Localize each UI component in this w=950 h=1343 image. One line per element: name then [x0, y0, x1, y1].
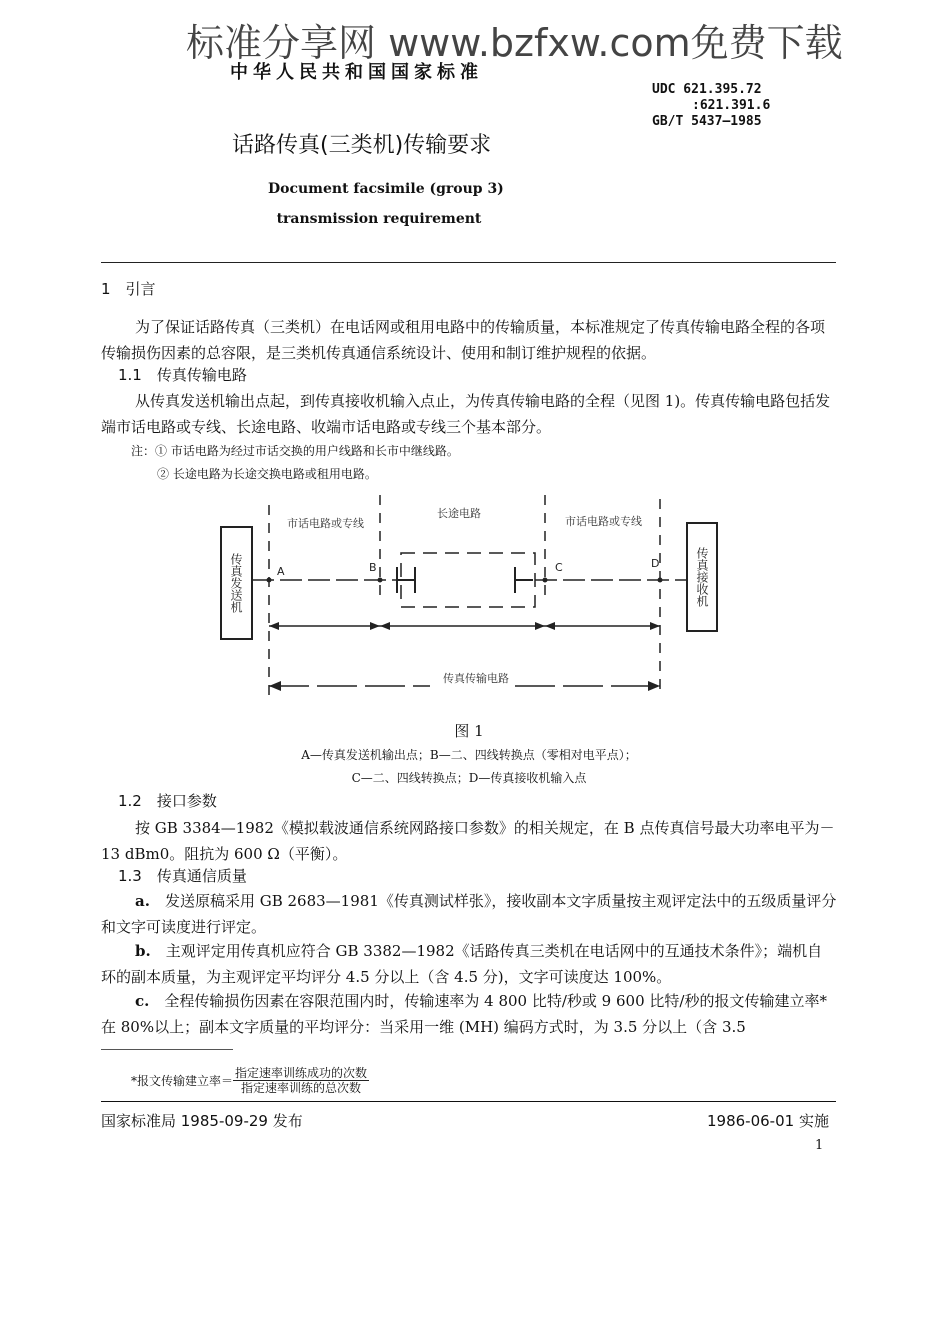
item-b-text: 主观评定用传真机应符合 GB 3382—1982《话路传真三类机在电话网中的互通技术条件》；端机自环的副本质量，为主观评定平均评分 4.5 分以上（含 4.5 分)，文字可读度达 100%。	[101, 942, 823, 986]
item-b-label: b.	[135, 942, 151, 960]
label-local-recv: 市话电路或专线	[565, 515, 642, 528]
point-a-mark	[267, 578, 272, 583]
label-total-circuit: 传真传输电路	[443, 672, 509, 685]
item-a-label: a.	[135, 892, 150, 910]
item-c-text: 全程传输损伤因素在容限范围内时，传输速率为 4 800 比特/秒或 9 600 比特/秒的报文传输建立率*在 80%以上；副本文字质量的平均评分：当采用一维 (MH) 编码方式时，为 3.5 分以上（含 3.5	[101, 992, 827, 1036]
item-a	[101, 888, 837, 940]
section-1-1-heading: 1.1 传真传输电路	[118, 366, 247, 384]
section-1-2-paragraph: 按 GB 3384—1982《模拟载波通信系统网路接口参数》的相关规定，在 B 点传真信号最大功率电平为－13 dBm0。阻抗为 600 Ω（平衡）。	[101, 819, 835, 863]
gb-code: GB/T 5437—1985	[652, 114, 762, 129]
receiver-label: 传真接收机	[695, 547, 709, 607]
page-number: 1	[815, 1138, 824, 1153]
segment-arrow-b-right	[380, 622, 390, 630]
footer-divider	[101, 1101, 836, 1102]
segment-arrow-b-left	[370, 622, 380, 630]
point-c-label: C	[555, 561, 563, 574]
segment-arrow-c-right	[545, 622, 555, 630]
footnote-label: *报文传输建立率＝	[131, 1074, 234, 1088]
udc-line-2: :621.391.6	[692, 98, 771, 113]
note-1: 注：① 市话电路为经过市话交换的用户线路和长市中继线路。	[131, 444, 459, 458]
figure-1-caption-1: A—传真发送机输出点；B—二、四线转换点（零相对电平点）；	[301, 748, 637, 762]
point-c-mark	[543, 578, 548, 583]
point-d-mark	[658, 578, 663, 583]
figure-1-caption-2: C—二、四线转换点；D—传真接收机输入点	[351, 771, 587, 785]
national-standard-label: 中华人民共和国国家标准	[230, 62, 483, 83]
footnote-denominator: 指定速率训练的总次数	[241, 1081, 362, 1095]
point-a-label: A	[277, 565, 285, 578]
footnote-numerator: 指定速率训练成功的次数	[235, 1066, 368, 1080]
section-1-3-heading: 1.3 传真通信质量	[118, 867, 247, 885]
issued-date: 国家标准局 1985-09-29 发布	[101, 1112, 303, 1130]
point-d-label: D	[651, 557, 660, 570]
item-c	[101, 988, 837, 1040]
section-1-heading: 1 引言	[101, 280, 156, 298]
note-2: ② 长途电路为长途交换电路或租用电路。	[157, 467, 377, 481]
udc-block	[652, 82, 770, 130]
title-english-line-1: Document facsimile (group 3)	[268, 181, 504, 197]
figure-1-diagram	[215, 485, 725, 700]
footnote-fraction	[233, 1066, 369, 1095]
section-1-2-heading: 1.2 接口参数	[118, 792, 217, 810]
item-b	[101, 938, 837, 990]
udc-line-1: UDC 621.395.72	[652, 82, 762, 97]
effective-date: 1986-06-01 实施	[707, 1112, 829, 1130]
title-chinese: 话路传真(三类机)传输要求	[232, 133, 492, 158]
label-long-distance: 长途电路	[437, 507, 481, 520]
item-a-text: 发送原稿采用 GB 2683—1981《传真测试样张》，接收副本文字质量按主观评定法中的五级质量评分和文字可读度进行评定。	[101, 892, 837, 936]
sender-label: 传真发送机	[229, 553, 243, 613]
footnote-divider	[101, 1049, 233, 1050]
segment-arrow-a	[269, 622, 279, 630]
header-divider	[101, 262, 836, 263]
section-1-paragraph: 为了保证话路传真（三类机）在电话网或租用电路中的传输质量，本标准规定了传真传输电路全程的各项传输损伤因素的总容限，是三类机传真通信系统设计、使用和制订维护规程的依据。	[101, 318, 826, 362]
segment-arrow-c-left	[535, 622, 545, 630]
watermark: 标准分享网 www.bzfxw.com免费下载	[186, 21, 843, 65]
total-arrow-left	[269, 681, 281, 691]
segment-arrow-d	[650, 622, 660, 630]
item-c-label: c.	[135, 992, 150, 1010]
label-local-send: 市话电路或专线	[287, 517, 364, 530]
title-english-line-2: transmission requirement	[276, 211, 482, 227]
point-b-mark	[378, 578, 383, 583]
point-b-label: B	[369, 561, 377, 574]
footnote	[131, 1066, 369, 1095]
section-1-1-paragraph: 从传真发送机输出点起，到传真接收机输入点止，为传真传输电路的全程（见图 1)。传真传输电路包括发端市话电路或专线、长途电路、收端市话电路或专线三个基本部分。	[101, 392, 831, 436]
figure-1-title: 图 1	[454, 722, 484, 740]
title-english	[268, 174, 504, 234]
total-arrow-right	[648, 681, 660, 691]
